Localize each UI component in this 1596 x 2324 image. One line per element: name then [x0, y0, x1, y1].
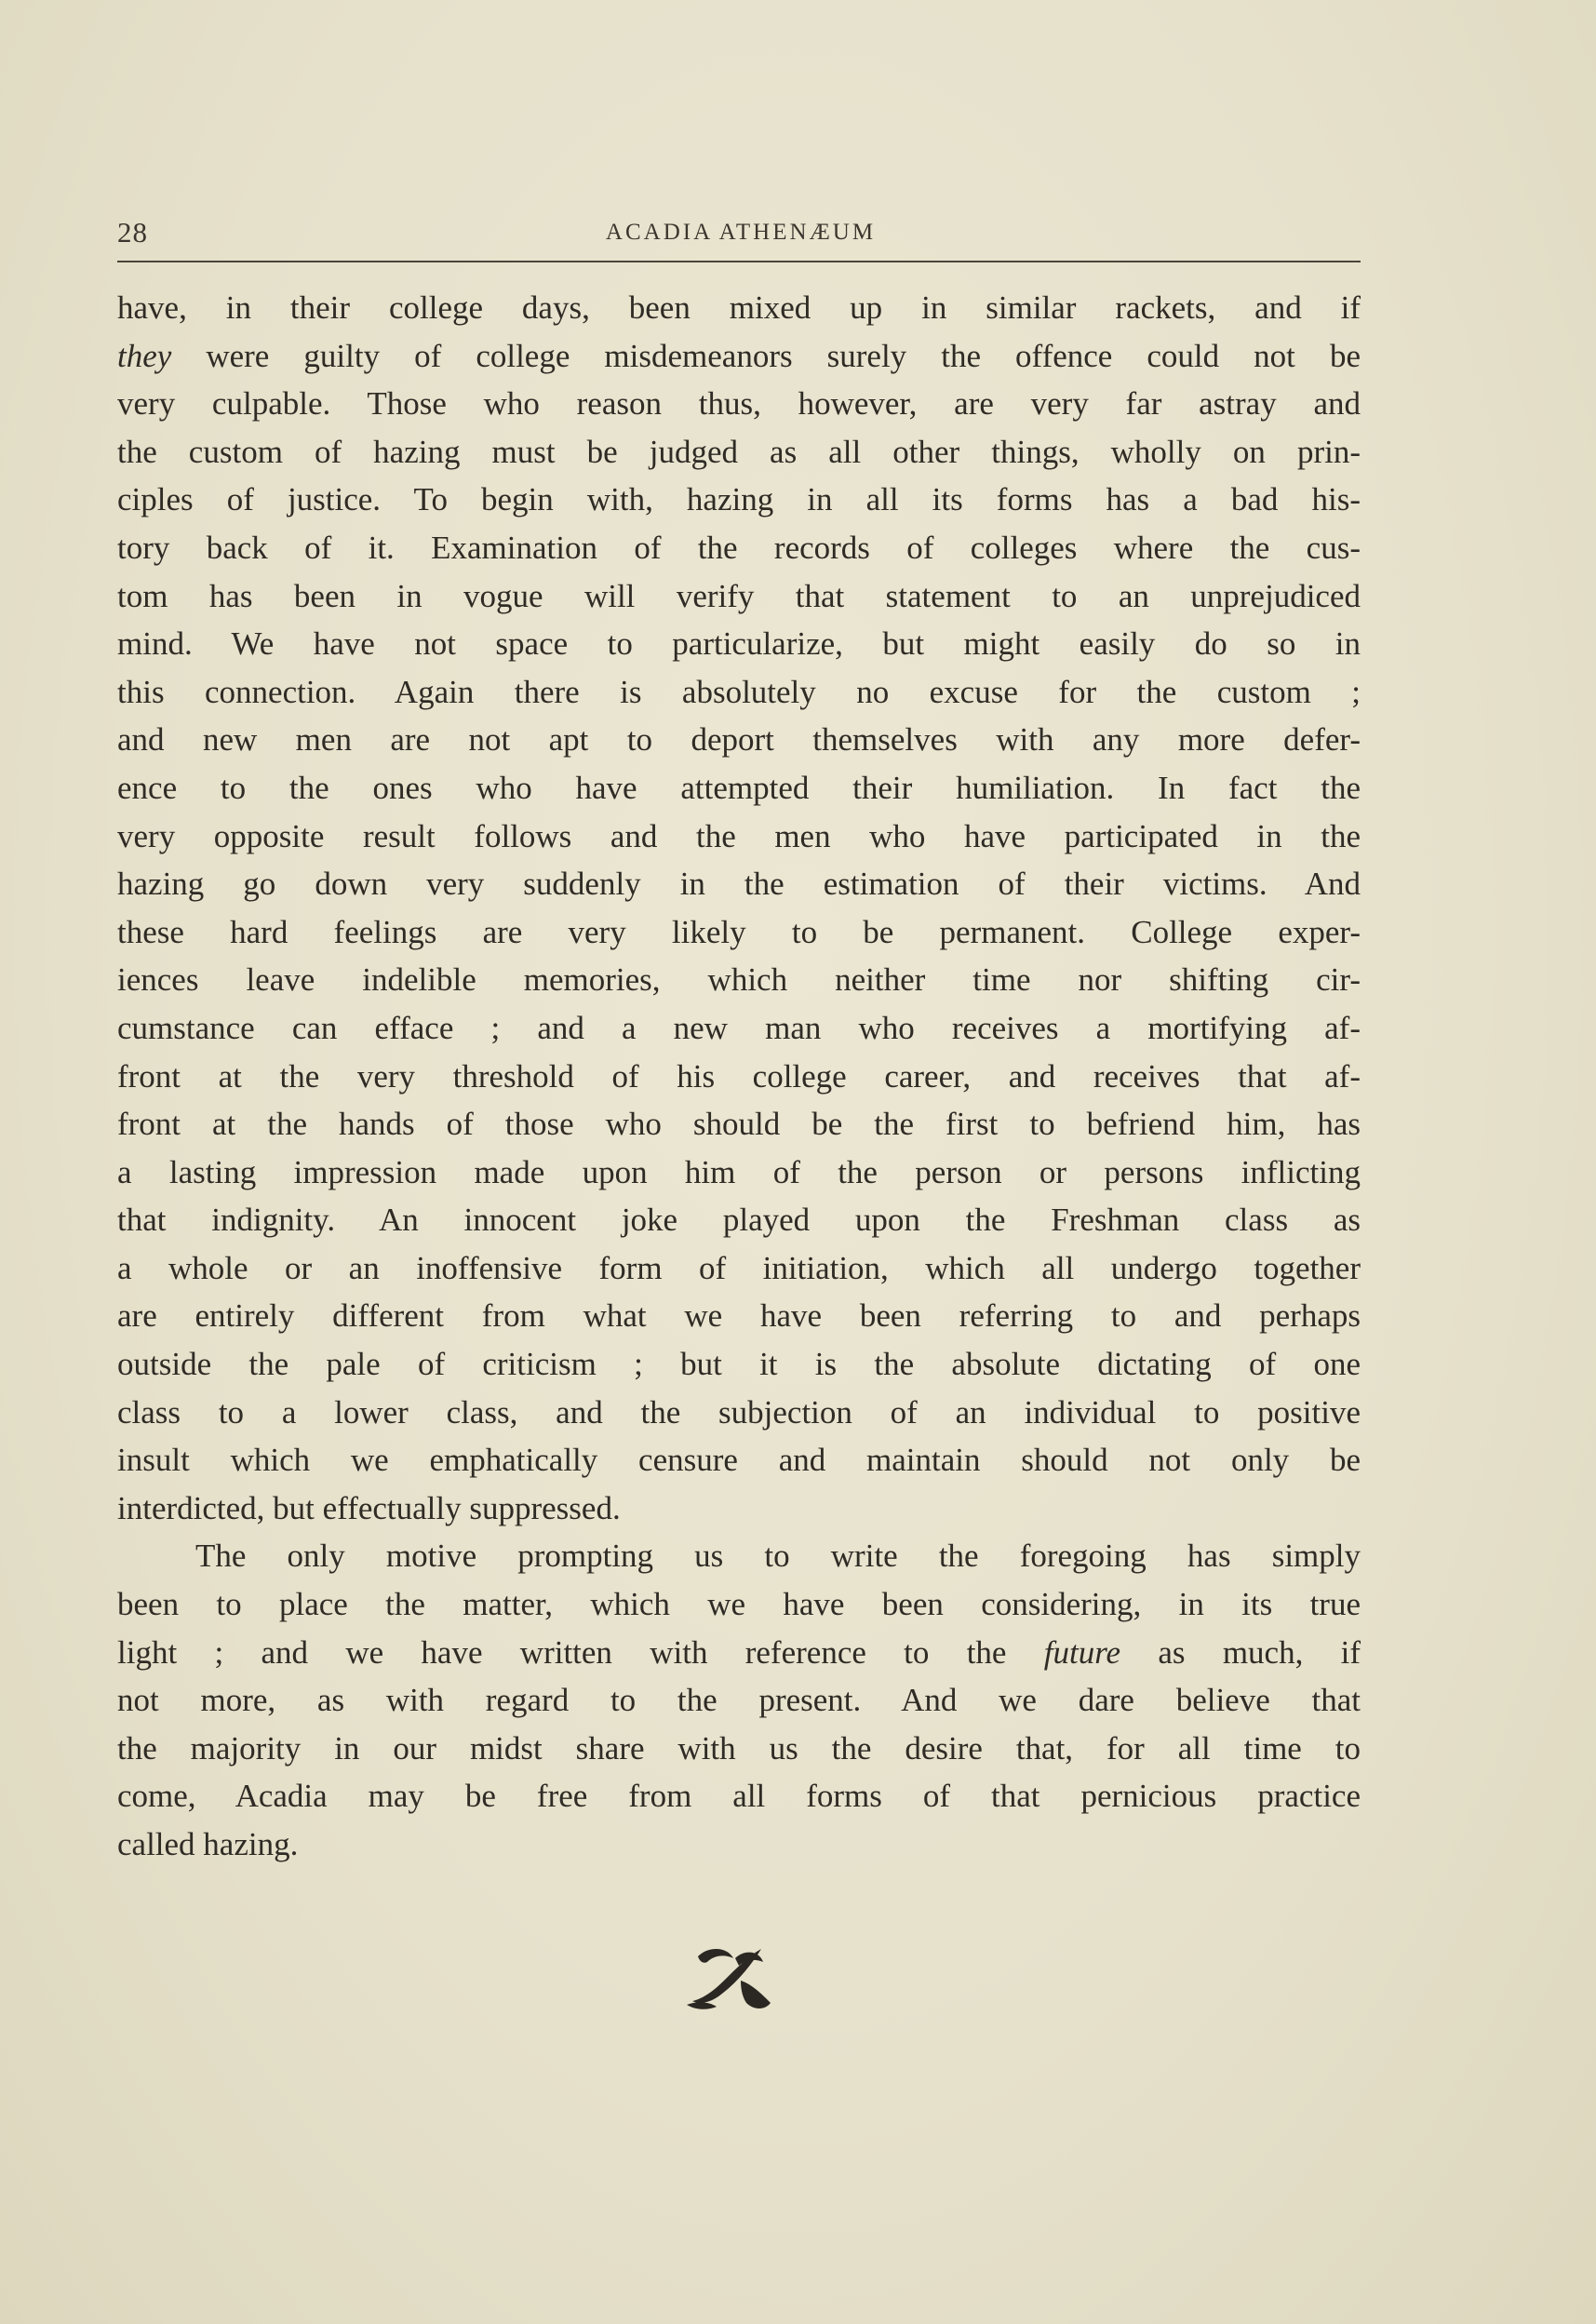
- text-line: very culpable. Those who reason thus, however, are very far astray and: [117, 385, 1361, 423]
- text-line: front at the very threshold of his college career, and receives that af-: [117, 1057, 1361, 1095]
- text-line: they were guilty of college misdemeanors surely the offence could not be: [117, 337, 1361, 374]
- text-line: tory back of it. Examination of the records of colleges where the cus-: [117, 529, 1361, 566]
- text-line: iences leave indelible memories, which neither time nor shifting cir-: [117, 961, 1361, 999]
- page-number: 28: [117, 216, 148, 249]
- text-line: front at the hands of those who should be the first to befriend him, has: [117, 1106, 1361, 1143]
- text-line: are entirely different from what we have been referring to and perhaps: [117, 1297, 1361, 1335]
- text-line: ciples of justice. To begin with, hazing in all its forms has a bad his-: [117, 481, 1361, 518]
- text-line: tom has been in vogue will verify that statement to an unprejudiced: [117, 577, 1361, 614]
- text-line: class to a lower class, and the subjection of an individual to positive: [117, 1393, 1361, 1431]
- article-body: [117, 284, 1361, 1869]
- fleuron-ornament-icon: [679, 1936, 791, 2020]
- text-line: light ; and we have written with reference to the future as much, if: [117, 1633, 1361, 1671]
- text-line: insult which we emphatically censure and maintain should not only be: [117, 1442, 1361, 1479]
- italic-word: future: [1043, 1633, 1121, 1671]
- header-rule: [117, 261, 1361, 262]
- page-header: [117, 207, 1364, 253]
- text-line: that indignity. An innocent joke played upon the Freshman class as: [117, 1202, 1361, 1239]
- text-line: outside the pale of criticism ; but it is the absolute dictating of one: [117, 1346, 1361, 1383]
- text-line: ence to the ones who have attempted their humiliation. In fact the: [117, 769, 1361, 806]
- running-head: ACADIA ATHENÆUM: [605, 220, 877, 245]
- text-line: interdicted, but effectually suppressed.: [117, 1489, 621, 1526]
- text-line: hazing go down very suddenly in the estimation of their victims. And: [117, 866, 1361, 903]
- text-line: the custom of hazing must be judged as all other things, wholly on prin-: [117, 433, 1361, 470]
- text-line: a lasting impression made upon him of the person or persons inflicting: [117, 1153, 1361, 1190]
- text-line: come, Acadia may be free from all forms of that pernicious practice: [117, 1778, 1361, 1815]
- text-line: mind. We have not space to particularize, but might easily do so in: [117, 625, 1361, 663]
- italic-word: they: [117, 337, 172, 374]
- text-line: been to place the matter, which we have been considering, in its true: [117, 1586, 1361, 1623]
- text-line: called hazing.: [117, 1826, 299, 1862]
- text-line: not more, as with regard to the present. And we dare believe that: [117, 1682, 1361, 1719]
- text-line: these hard feelings are very likely to be permanent. College exper-: [117, 913, 1361, 950]
- text-line: and new men are not apt to deport themselves with any more defer-: [117, 721, 1361, 759]
- text-line: a whole or an inoffensive form of initiation, which all undergo together: [117, 1249, 1361, 1286]
- text-line: have, in their college days, been mixed up in similar rackets, and if: [117, 289, 1361, 326]
- text-line: very opposite result follows and the men who have participated in the: [117, 817, 1361, 854]
- text-line: this connection. Again there is absolutely no excuse for the custom ;: [117, 673, 1361, 710]
- text-line: The only motive prompting us to write the foregoing has simply: [195, 1538, 1361, 1575]
- text-line: cumstance can efface ; and a new man who receives a mortifying af-: [117, 1009, 1361, 1046]
- text-line: the majority in our midst share with us the desire that, for all time to: [117, 1729, 1361, 1767]
